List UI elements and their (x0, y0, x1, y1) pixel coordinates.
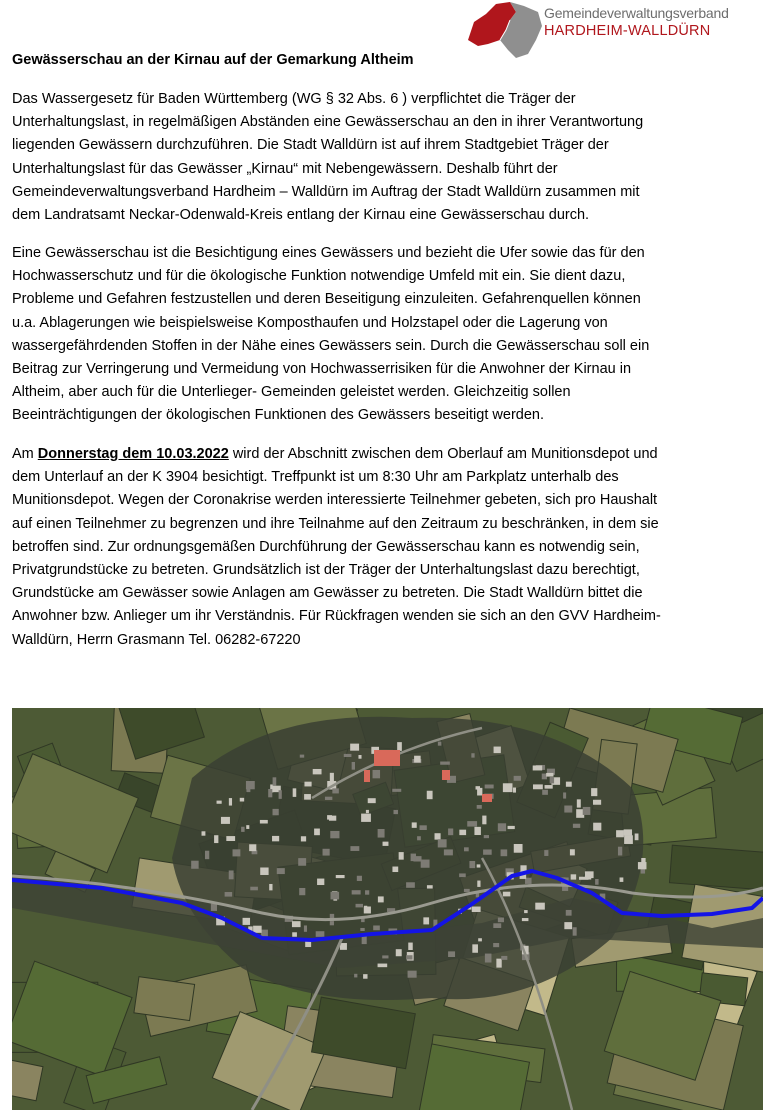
map-house (498, 918, 504, 923)
map-house (327, 815, 332, 819)
paragraph-inspection-date (12, 443, 717, 652)
map-house (330, 773, 334, 782)
map-house (277, 868, 285, 874)
text-line: Eine Gewässerschau ist die Besichtigung eines Gewässers und bezieht die Ufer sowie das für den (12, 245, 645, 261)
map-house (221, 817, 230, 824)
map-house (240, 798, 244, 802)
map-house (427, 791, 433, 799)
map-house (641, 858, 645, 864)
map-house (336, 875, 345, 878)
map-house (378, 896, 384, 902)
map-house (292, 921, 301, 927)
aerial-map-image (12, 708, 763, 1110)
text-line: Privatgrundstücke zu betreten. Grundsätzlich ist der Träger der Unterhaltungslast dazu berechtigt, (12, 562, 640, 579)
map-house (566, 910, 572, 916)
map-house (421, 860, 430, 868)
map-house (383, 842, 389, 846)
map-house (350, 846, 359, 851)
map-house (358, 755, 361, 759)
map-house (360, 928, 364, 931)
map-house (420, 825, 427, 830)
map-house (317, 879, 324, 885)
aerial-map-graphic (12, 708, 763, 1110)
text-line: Hochwasserschutz und für die ökologische Funktion notwendige Umfeld mit ein. Sie dient dazu, (12, 268, 626, 285)
map-building-red (482, 794, 492, 802)
map-house (314, 829, 320, 836)
text-line: dem Unterlauf an der K 3904 besichtigt. Treffpunkt ist um 8:30 Uhr am Parkplatz unterhalb des (12, 469, 619, 486)
map-house (448, 951, 455, 957)
map-house (618, 847, 622, 856)
map-house (229, 798, 232, 805)
map-house (464, 889, 470, 892)
map-house (211, 904, 217, 911)
map-house (373, 925, 380, 930)
map-house (571, 874, 576, 879)
paragraph-legal-basis (12, 88, 717, 227)
map-house (241, 827, 244, 832)
map-house (448, 828, 453, 835)
map-house (354, 974, 357, 978)
map-house (423, 917, 429, 924)
map-house (392, 789, 401, 792)
map-field-parcel (669, 845, 763, 890)
text-line: Munitionsdepot. Wegen der Coronakrise werden interessierte Teilnehmer gebeten, sich pro Haushalt (12, 492, 658, 509)
map-field-parcel (134, 977, 195, 1021)
map-house (573, 824, 580, 828)
map-house (323, 849, 330, 856)
map-house (508, 826, 515, 829)
map-house (392, 867, 398, 873)
map-house (485, 785, 494, 789)
map-house (226, 836, 235, 841)
map-house (205, 851, 209, 859)
map-house (484, 835, 489, 838)
map-house (533, 784, 543, 789)
map-house (292, 932, 297, 936)
text-line: auf einen Teilnehmer zu begrenzen und ihre Teilnahme auf den Zeitraum zu beschränken, in dem sie (12, 515, 659, 532)
map-house (591, 788, 597, 796)
map-house (304, 794, 311, 800)
map-house (616, 830, 624, 837)
map-house (373, 770, 381, 778)
map-building-red (442, 770, 450, 780)
map-house (316, 931, 325, 937)
map-house (573, 927, 577, 935)
map-house (471, 753, 474, 757)
map-house (268, 789, 272, 797)
map-house (593, 823, 601, 831)
map-house (417, 836, 421, 840)
map-house (414, 756, 421, 763)
map-house (482, 816, 486, 825)
text-line: Probleme und Gefahren festzustellen und deren Beseitigung einzuleiten. Gefahrenquellen können (12, 291, 641, 308)
map-house (459, 873, 466, 877)
map-house (225, 892, 233, 897)
logo-association-name: Gemeindeverwaltungsverband (544, 5, 729, 21)
paragraph-definition (12, 242, 717, 428)
text-line: Anwohner bzw. Anlieger um ihr Verständnis. Für Rückfragen wenden sie sich an den GVV Hardheim- (12, 608, 661, 625)
map-house (427, 885, 433, 888)
map-house (397, 742, 402, 751)
map-house (368, 798, 376, 803)
map-house (464, 847, 469, 851)
map-house (249, 844, 256, 851)
map-house (229, 870, 234, 879)
text-line: u.a. Ablagerungen wie beispielsweise Komposthaufen und Holzstapel oder die Lagerung von (12, 314, 608, 331)
map-house (301, 836, 306, 841)
map-house (444, 849, 453, 855)
map-house (363, 974, 367, 979)
map-house (533, 765, 542, 770)
text-line: Altheim, aber auch für die Unterlieger- Gemeinden geleistet werden. Gleichzeitig sollen (12, 384, 571, 401)
map-house (411, 854, 416, 862)
map-house (330, 831, 339, 838)
text-line: Grundstücke am Gewässer sowie Anlagen am Gewässer zu betreten. Die Stadt Walldürn bittet die (12, 585, 643, 602)
map-house (440, 762, 450, 765)
map-house (624, 835, 633, 844)
map-house (564, 806, 572, 813)
map-house (352, 890, 361, 894)
map-house (365, 890, 369, 894)
map-house (546, 773, 553, 777)
map-house (566, 782, 572, 787)
text-line (12, 443, 717, 466)
map-house (483, 849, 492, 854)
map-house (406, 882, 415, 888)
map-house (313, 769, 322, 774)
text-line: betroffen sind. Zur ordnungsgemäßen Durchführung der Gewässerschau kann es notwendig sein, (12, 538, 640, 555)
map-house (563, 792, 566, 798)
map-house (477, 805, 482, 809)
map-house (438, 742, 442, 746)
map-house (217, 801, 222, 804)
map-house (378, 829, 385, 838)
map-house (524, 910, 528, 913)
text-line: dem Landratsamt Neckar-Odenwald-Kreis entlang der Kirnau eine Gewässerschau durch. (12, 207, 590, 224)
map-house (279, 790, 282, 799)
map-house (501, 849, 508, 856)
map-house (577, 799, 581, 807)
inspection-date: Donnerstag dem 10.03.2022 (37, 446, 229, 462)
map-house (269, 884, 272, 890)
map-building-red (364, 770, 370, 782)
map-house (493, 923, 501, 928)
map-house (535, 903, 545, 910)
map-house (635, 833, 639, 840)
map-house (253, 926, 262, 933)
map-house (298, 858, 306, 866)
map-house (260, 867, 268, 874)
map-house (273, 809, 279, 815)
association-logo (466, 0, 766, 62)
map-house (293, 788, 297, 797)
map-house (522, 918, 529, 921)
map-house (477, 881, 480, 887)
map-house (503, 783, 513, 792)
map-house (501, 956, 507, 960)
map-house (330, 892, 339, 900)
map-house (202, 831, 206, 835)
text-fragment: Am (12, 446, 38, 462)
text-line: Beeinträchtigungen der ökologischen Funktionen des Gewässers beseitigt werden. (12, 407, 544, 424)
map-house (469, 861, 475, 868)
map-house (583, 807, 591, 815)
map-house (545, 785, 553, 789)
map-house (496, 959, 501, 968)
map-house (544, 850, 548, 856)
map-house (357, 876, 362, 881)
map-house (564, 922, 572, 929)
map-house (467, 821, 477, 826)
map-house (330, 921, 334, 925)
map-house (272, 836, 279, 841)
map-house (344, 754, 352, 757)
text-line: wassergefährdenden Stoffen in der Nähe eines Gewässers sein. Durch die Gewässerschau soll ein (12, 337, 650, 354)
map-house (624, 829, 632, 835)
map-house (485, 954, 492, 963)
map-house (406, 955, 412, 959)
map-house (478, 938, 482, 941)
map-house (382, 955, 388, 958)
map-house (493, 943, 499, 947)
map-house (361, 814, 371, 822)
map-house (587, 875, 592, 880)
map-house (438, 839, 447, 847)
map-house (396, 949, 402, 956)
map-house (393, 810, 397, 814)
page-title: Gewässerschau an der Kirnau auf der Gemarkung Altheim (12, 52, 414, 68)
map-house (304, 782, 311, 787)
text-line: Walldürn, Herrn Grasmann Tel. 06282-67220 (12, 631, 301, 648)
map-house (459, 830, 466, 835)
map-house (408, 971, 417, 978)
map-house (300, 755, 304, 758)
map-house (514, 844, 523, 853)
map-house (503, 892, 510, 897)
map-house (299, 888, 305, 895)
map-house (435, 833, 441, 839)
map-house (214, 835, 218, 843)
text-line: Unterhaltungslast, in regelmäßigen Abständen eine Gewässerschau an den in ihrer Verantwortung (12, 114, 644, 131)
map-house (620, 877, 624, 881)
map-house (305, 941, 311, 947)
map-house (472, 907, 481, 912)
map-house (325, 797, 332, 800)
map-house (332, 788, 338, 793)
text-fragment: wird der Abschnitt zwischen dem Oberlauf am Munitionsdepot und (228, 446, 658, 462)
map-house (250, 887, 258, 891)
map-house (352, 762, 355, 770)
text-line: Beitrag zur Verringerung und Vermeidung von Hochwasserrisiken für die Anwohner der Kirnau in (12, 361, 632, 378)
map-house (498, 823, 506, 831)
map-house (191, 861, 198, 869)
map-house (243, 918, 250, 925)
map-house (399, 852, 404, 860)
map-house (260, 820, 268, 824)
text-line: Gemeindeverwaltungsverband Hardheim – Walldürn im Auftrag der Stadt Walldürn zusammen mit (12, 183, 640, 200)
map-house (364, 906, 371, 913)
map-house (477, 864, 481, 867)
map-house (350, 744, 359, 751)
map-house (378, 964, 388, 968)
map-house (542, 790, 548, 795)
map-house (233, 849, 241, 856)
map-house (273, 777, 277, 785)
map-house (477, 788, 482, 796)
map-house (304, 925, 307, 931)
map-house (412, 822, 417, 827)
map-house (514, 776, 521, 781)
map-house (246, 825, 249, 829)
map-house (494, 747, 501, 754)
map-house (550, 777, 554, 783)
map-house (570, 849, 575, 855)
map-house (595, 879, 598, 885)
text-line: Unterhaltungslast für das Gewässer „Kirnau“ mit Nebengewässern. Deshalb führt der (12, 160, 558, 177)
logo-towns-name: HARDHEIM-WALLDÜRN (544, 23, 711, 39)
map-house (472, 944, 478, 952)
map-house (246, 781, 255, 789)
map-house (474, 827, 480, 835)
map-house (408, 943, 412, 950)
text-line: Das Wassergesetz für Baden Württemberg (WG § 32 Abs. 6 ) verpflichtet die Träger der (12, 91, 576, 107)
map-building-red (374, 750, 400, 766)
map-house (513, 788, 516, 793)
map-house (593, 800, 601, 805)
map-house (362, 936, 367, 944)
map-house (366, 810, 369, 813)
text-line: liegenden Gewässern durchzuführen. Die Stadt Walldürn ist auf ihrem Stadtgebiet Träger der (12, 137, 609, 154)
map-house (356, 904, 363, 908)
district-map-logo-icon (466, 0, 546, 62)
